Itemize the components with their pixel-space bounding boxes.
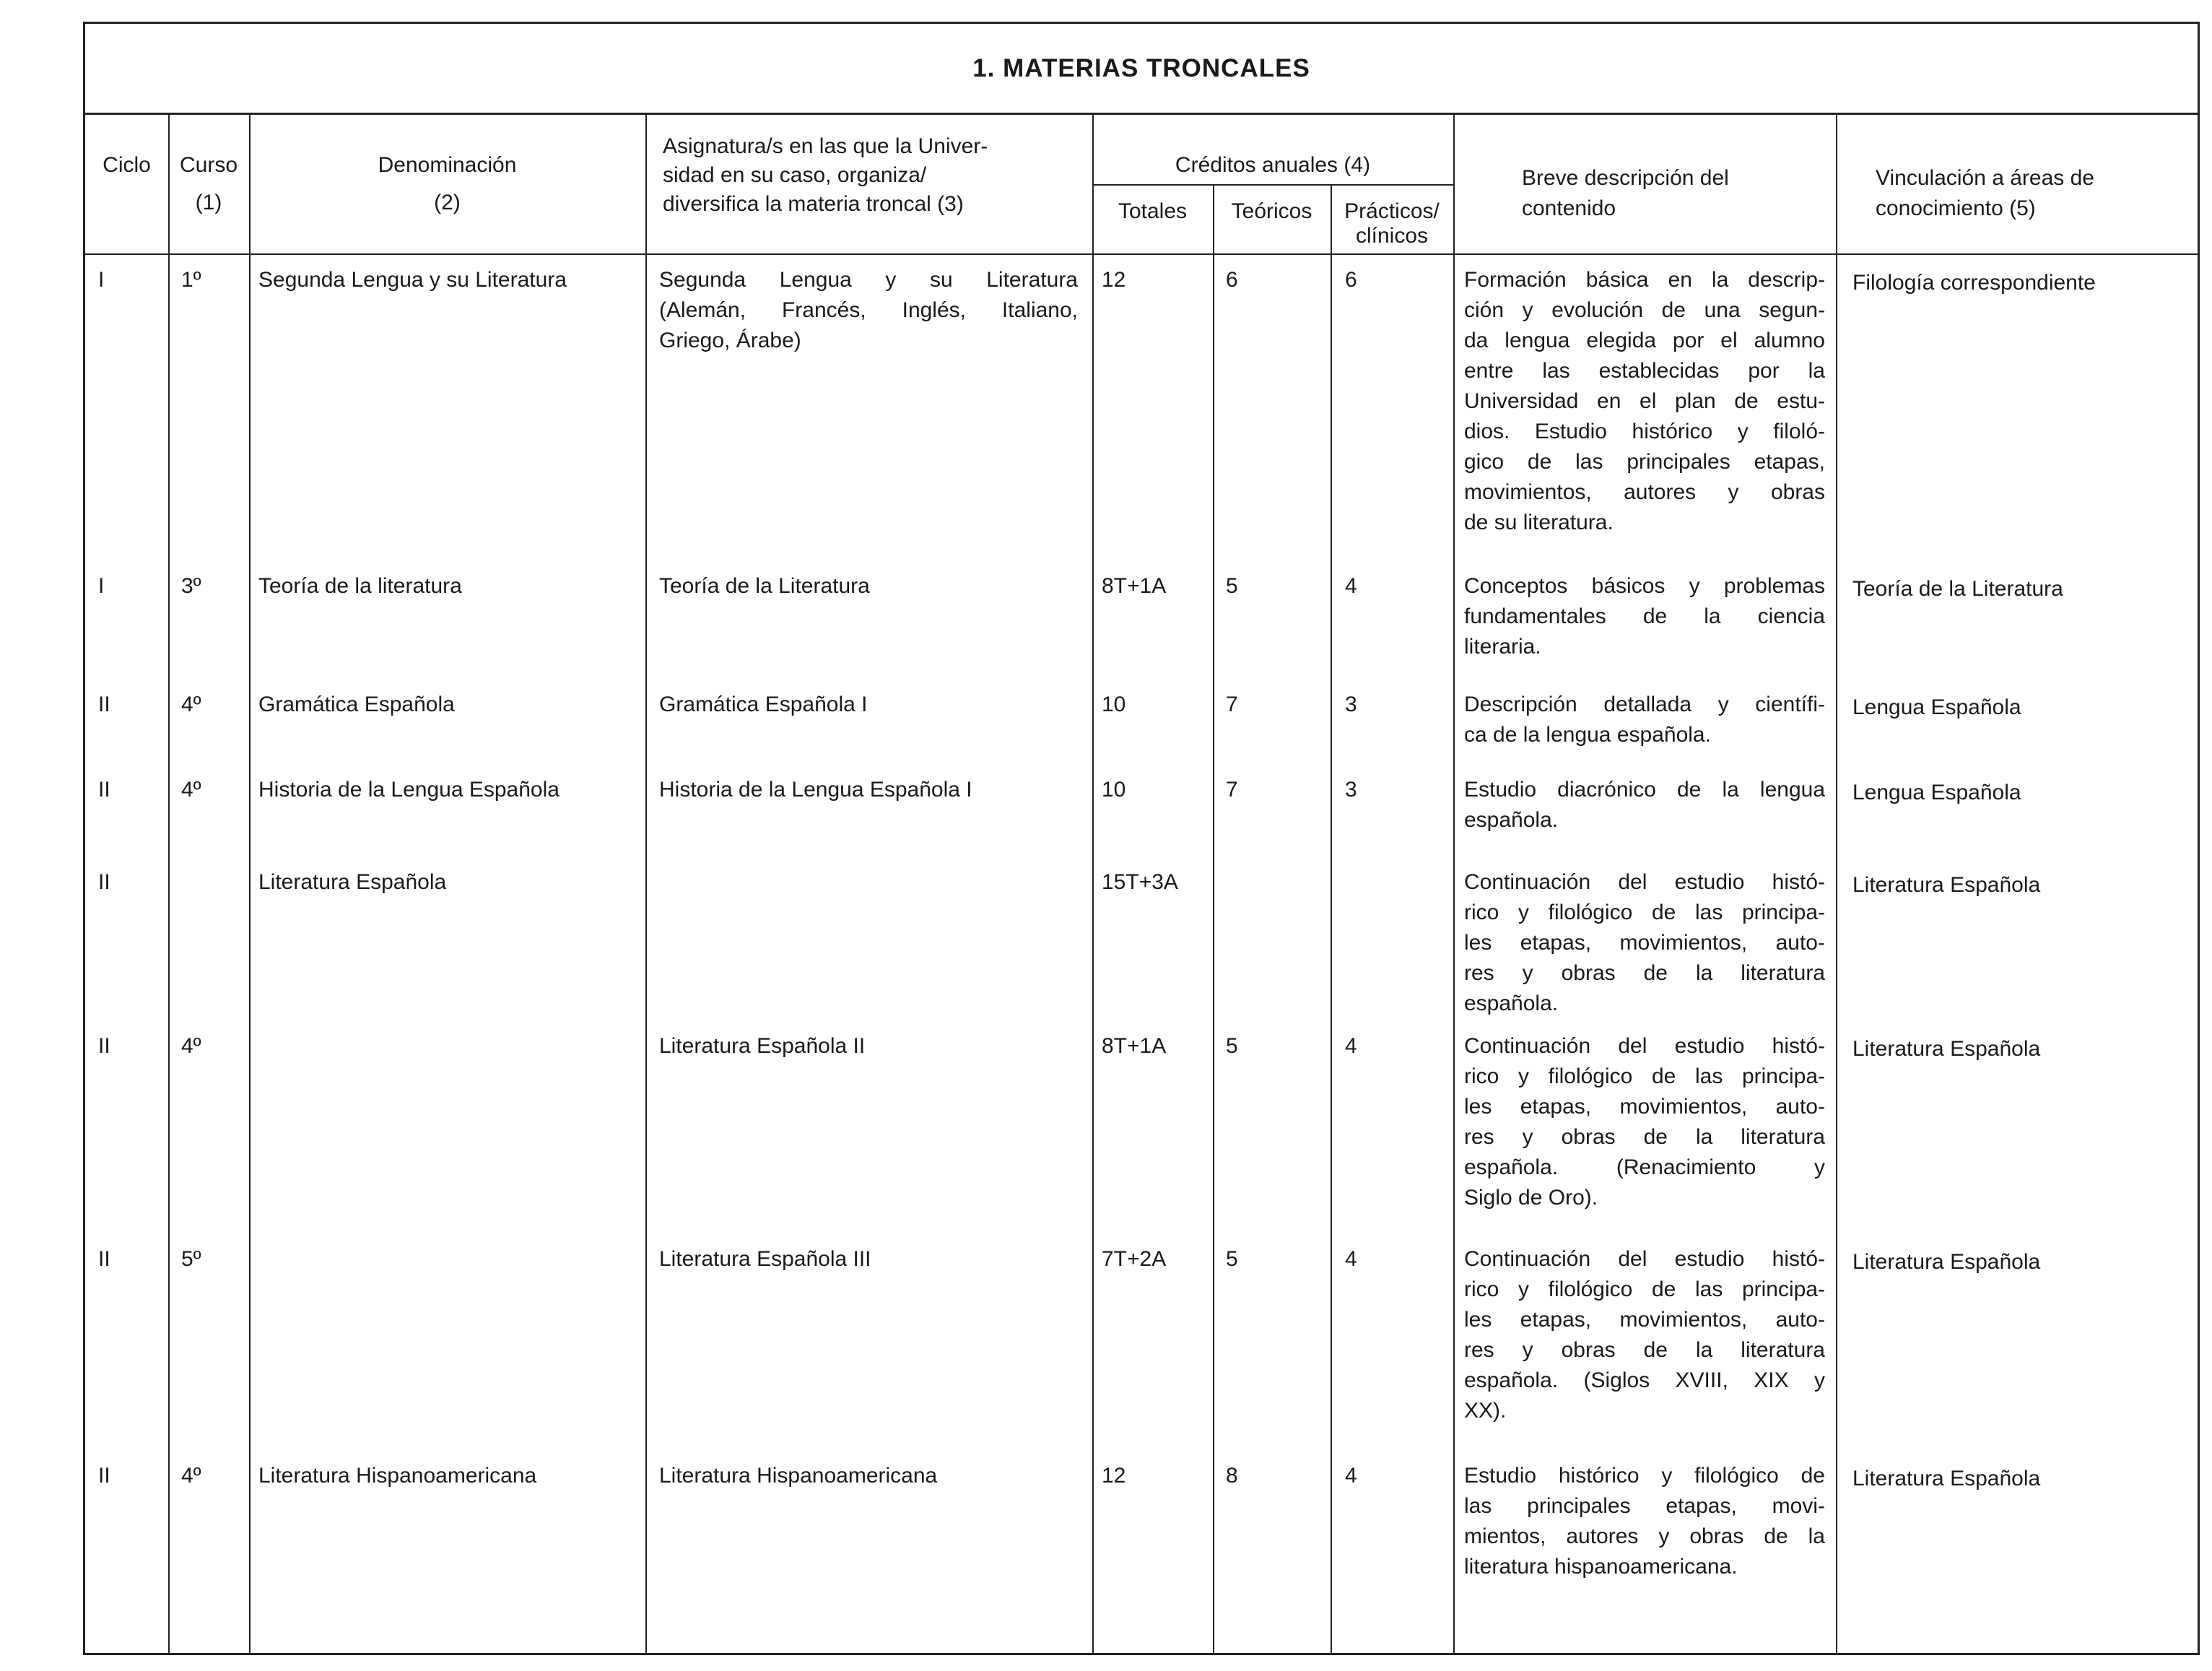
cell-practicos: 3: [1345, 693, 1357, 716]
cell-totales: 12: [1102, 268, 1126, 292]
cell-descripcion-line: española.: [1464, 991, 1559, 1015]
cell-descripcion-line: Continuación del estudio histó-: [1464, 870, 1825, 894]
cell-vinculacion: Lengua Española: [1852, 695, 2021, 719]
cell-asignatura-line: (Alemán, Francés, Inglés, Italiano,: [659, 298, 1078, 322]
cell-denominacion: Teoría de la literatura: [258, 574, 462, 598]
header-practicos-line2: clínicos: [1355, 224, 1429, 248]
cell-practicos: 4: [1345, 1247, 1357, 1271]
cell-descripcion-line: da lengua elegida por el alumno: [1464, 329, 1825, 352]
header-asignatura-line2: sidad en su caso, organiza/: [663, 163, 927, 187]
cell-curso: 4º: [181, 693, 201, 716]
header-breve-line1: Breve descripción del: [1522, 166, 1729, 190]
header-practicos-line1: Prácticos/: [1344, 199, 1440, 223]
cell-ciclo: II: [98, 1034, 110, 1058]
cell-practicos: 3: [1345, 778, 1357, 802]
cell-descripcion-line: Continuación del estudio histó-: [1464, 1034, 1825, 1058]
cell-teoricos: 6: [1226, 268, 1238, 292]
cell-ciclo: II: [98, 1247, 110, 1271]
header-totales: Totales: [1118, 199, 1188, 223]
cell-denominacion: Literatura Española: [258, 870, 447, 894]
header-denominacion: Denominación: [378, 153, 517, 177]
header-vinculacion-line2: conocimiento (5): [1876, 196, 2036, 220]
cell-descripcion-line: res y obras de la literatura: [1464, 1338, 1825, 1362]
cell-descripcion-line: ca de la lengua española.: [1464, 723, 1711, 747]
col-divider-totales: [1213, 184, 1214, 1653]
cell-descripcion-line: dios. Estudio histórico y filoló-: [1464, 420, 1825, 443]
cell-totales: 15T+3A: [1102, 870, 1178, 894]
cell-descripcion-line: rico y filológico de las principa-: [1464, 1277, 1825, 1301]
cell-descripcion-line: Continuación del estudio histó-: [1464, 1247, 1825, 1271]
materias-troncales-table: [83, 22, 2200, 1655]
cell-descripcion-line: fundamentales de la ciencia: [1464, 604, 1825, 628]
cell-asignatura-line: Gramática Española I: [659, 693, 868, 716]
cell-asignatura-line: Griego, Árabe): [659, 329, 801, 352]
col-divider-ciclo: [168, 115, 170, 1653]
cell-descripcion-line: movimientos, autores y obras: [1464, 480, 1825, 504]
cell-teoricos: 5: [1226, 574, 1238, 598]
cell-denominacion: Literatura Hispanoamericana: [258, 1464, 537, 1488]
cell-asignatura-line: Literatura Española II: [659, 1034, 866, 1058]
cell-curso: 4º: [181, 778, 201, 802]
cell-descripcion-line: Formación básica en la descrip-: [1464, 268, 1825, 292]
cell-descripcion-line: Universidad en el plan de estu-: [1464, 389, 1825, 413]
col-divider-asignatura: [1092, 115, 1094, 1653]
cell-asignatura-line: Segunda Lengua y su Literatura: [659, 268, 1078, 292]
cell-totales: 12: [1102, 1464, 1126, 1488]
cell-curso: 4º: [181, 1034, 201, 1058]
cell-descripcion-line: española. (Siglos XVIII, XIX y: [1464, 1368, 1825, 1392]
cell-ciclo: II: [98, 1464, 110, 1488]
cell-descripcion-line: mientos, autores y obras de la: [1464, 1524, 1825, 1548]
cell-descripcion-line: XX).: [1464, 1399, 1507, 1423]
cell-asignatura-line: Teoría de la Literatura: [659, 574, 870, 598]
col-divider-descripcion: [1836, 115, 1837, 1653]
header-vinculacion-line1: Vinculación a áreas de: [1876, 166, 2094, 190]
cell-asignatura-line: Historia de la Lengua Española I: [659, 778, 972, 802]
cell-curso: 3º: [181, 574, 201, 598]
cell-descripcion-line: res y obras de la literatura: [1464, 961, 1825, 985]
cell-teoricos: 5: [1226, 1034, 1238, 1058]
cell-descripcion-line: les etapas, movimientos, auto-: [1464, 1308, 1825, 1332]
cell-practicos: 4: [1345, 574, 1357, 598]
cell-totales: 7T+2A: [1102, 1247, 1167, 1271]
cell-asignatura-line: Literatura Española III: [659, 1247, 871, 1271]
cell-practicos: 6: [1345, 268, 1357, 292]
cell-descripcion-line: Conceptos básicos y problemas: [1464, 574, 1825, 598]
col-divider-denominacion: [645, 115, 647, 1653]
cell-descripcion-line: res y obras de la literatura: [1464, 1125, 1825, 1149]
cell-vinculacion: Literatura Española: [1852, 1467, 2041, 1490]
cell-descripcion-line: literatura hispanoamericana.: [1464, 1555, 1738, 1579]
cell-descripcion-line: Siglo de Oro).: [1464, 1186, 1598, 1210]
cell-vinculacion: Literatura Española: [1852, 1250, 2041, 1274]
cell-curso: 4º: [181, 1464, 201, 1488]
col-divider-curso: [249, 115, 251, 1653]
col-divider-creditos: [1453, 115, 1455, 1653]
header-asignatura-line1: Asignatura/s en las que la Univer-: [663, 134, 988, 158]
cell-descripcion-line: les etapas, movimientos, auto-: [1464, 931, 1825, 955]
cell-descripcion-line: española.: [1464, 808, 1559, 832]
header-creditos: Créditos anuales (4): [1175, 153, 1371, 177]
cell-descripcion-line: rico y filológico de las principa-: [1464, 900, 1825, 924]
header-ciclo: Ciclo: [103, 153, 151, 177]
cell-teoricos: 5: [1226, 1247, 1238, 1271]
cell-teoricos: 7: [1226, 693, 1238, 716]
cell-vinculacion: Teoría de la Literatura: [1852, 577, 2063, 601]
cell-totales: 10: [1102, 778, 1126, 802]
col-divider-teoricos: [1331, 184, 1332, 1653]
header-bottom-rule: [85, 253, 2198, 255]
cell-descripcion-line: de su literatura.: [1464, 511, 1614, 534]
cell-vinculacion: Filología correspondiente: [1852, 271, 2096, 295]
cell-denominacion: Segunda Lengua y su Literatura: [258, 268, 567, 292]
creditos-subheader-rule: [1092, 184, 1453, 186]
cell-descripcion-line: gico de las principales etapas,: [1464, 450, 1825, 474]
cell-teoricos: 7: [1226, 778, 1238, 802]
header-breve-line2: contenido: [1522, 196, 1616, 220]
cell-ciclo: I: [98, 574, 105, 598]
cell-teoricos: 8: [1226, 1464, 1238, 1488]
cell-vinculacion: Literatura Española: [1852, 1037, 2041, 1061]
cell-denominacion: Historia de la Lengua Española: [258, 778, 559, 802]
cell-descripcion-line: las principales etapas, movi-: [1464, 1494, 1825, 1518]
cell-ciclo: II: [98, 870, 110, 894]
cell-descripcion-line: Estudio histórico y filológico de: [1464, 1464, 1825, 1488]
cell-practicos: 4: [1345, 1464, 1357, 1488]
cell-descripcion-line: ción y evolución de una segun-: [1464, 298, 1825, 322]
cell-totales: 8T+1A: [1102, 574, 1167, 598]
header-teoricos: Teóricos: [1231, 199, 1312, 223]
cell-totales: 10: [1102, 693, 1126, 716]
cell-descripcion-line: literaria.: [1464, 635, 1541, 659]
cell-asignatura-line: Literatura Hispanoamericana: [659, 1464, 938, 1488]
cell-descripcion-line: española. (Renacimiento y: [1464, 1155, 1825, 1179]
cell-curso: 5º: [181, 1247, 201, 1271]
cell-ciclo: II: [98, 693, 110, 716]
cell-curso: 1º: [181, 268, 201, 292]
cell-descripcion-line: Descripción detallada y científi-: [1464, 693, 1825, 716]
cell-descripcion-line: les etapas, movimientos, auto-: [1464, 1095, 1825, 1119]
cell-vinculacion: Literatura Española: [1852, 873, 2041, 897]
cell-descripcion-line: rico y filológico de las principa-: [1464, 1064, 1825, 1088]
cell-ciclo: I: [98, 268, 105, 292]
cell-vinculacion: Lengua Española: [1852, 781, 2021, 804]
header-curso-note: (1): [195, 191, 222, 214]
header-curso: Curso: [179, 153, 238, 177]
cell-totales: 8T+1A: [1102, 1034, 1167, 1058]
cell-descripcion-line: entre las establecidas por la: [1464, 359, 1825, 383]
cell-practicos: 4: [1345, 1034, 1357, 1058]
header-denominacion-note: (2): [434, 191, 461, 214]
table-title: 1. MATERIAS TRONCALES: [85, 24, 2198, 115]
header-asignatura-line3: diversifica la materia troncal (3): [663, 192, 964, 216]
cell-denominacion: Gramática Española: [258, 693, 455, 716]
cell-descripcion-line: Estudio diacrónico de la lengua: [1464, 778, 1825, 802]
cell-ciclo: II: [98, 778, 110, 802]
